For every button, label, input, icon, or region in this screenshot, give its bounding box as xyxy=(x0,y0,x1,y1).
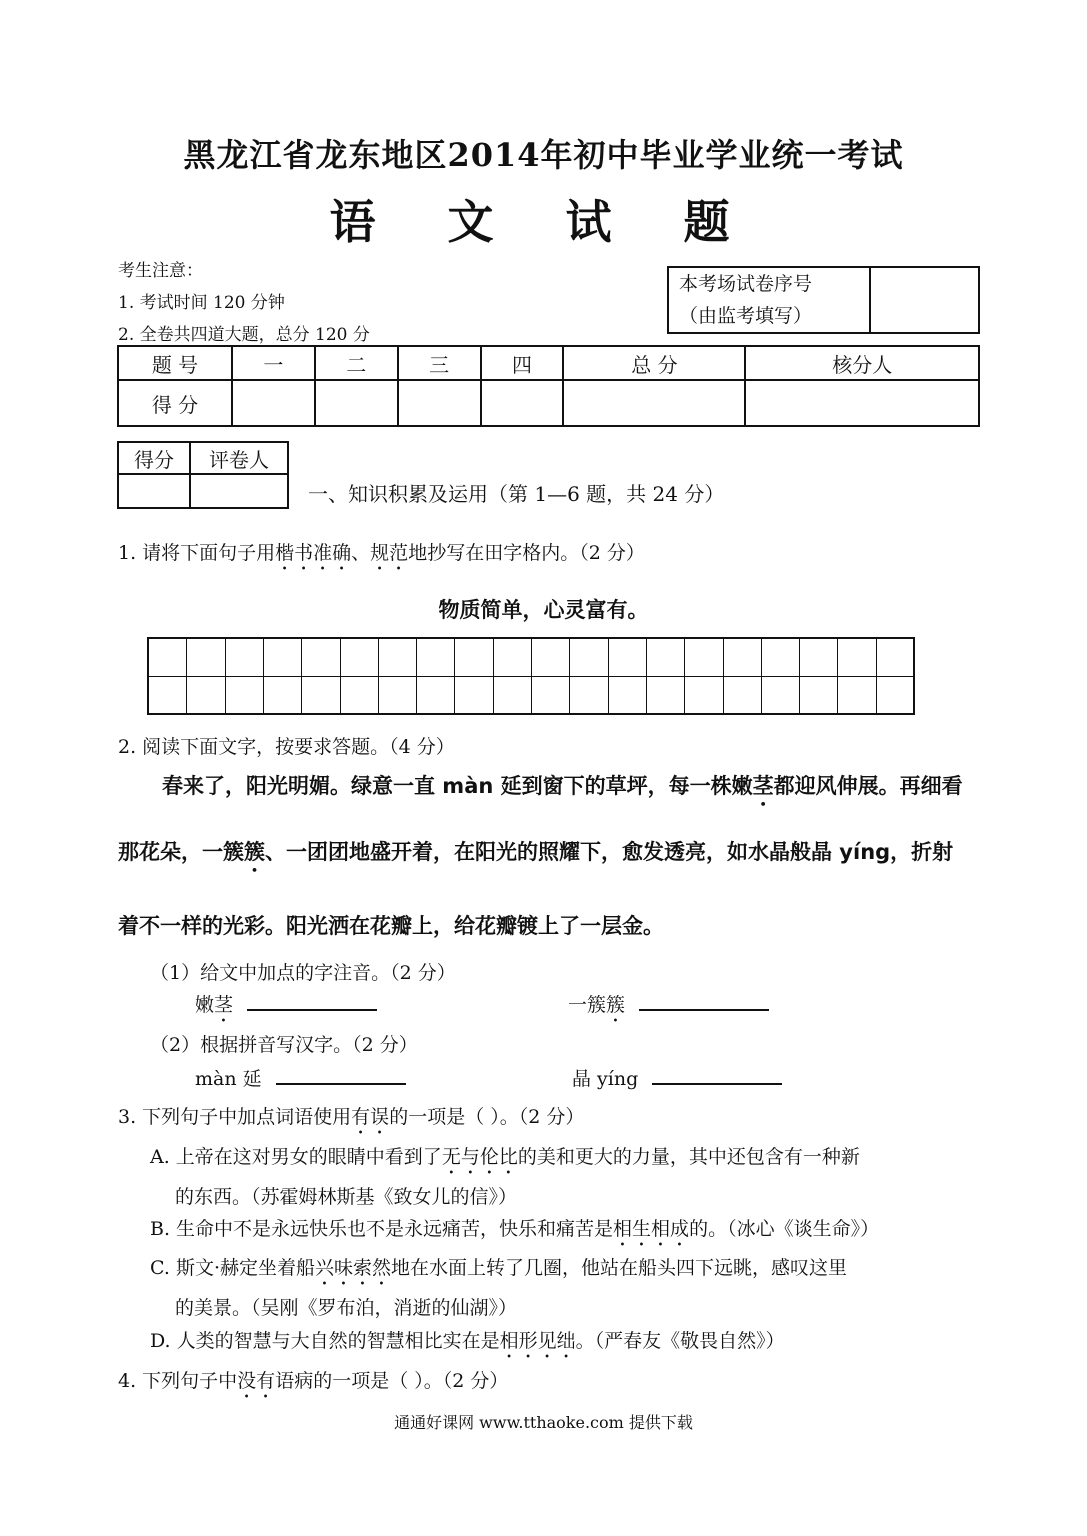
sequence-label-line-2: （由监考填写） xyxy=(679,305,813,327)
answer-blank-jing[interactable] xyxy=(247,991,377,1011)
q3-prompt-b: 的一项是（ ）。（2 分） xyxy=(389,1106,585,1128)
notice-line-2: 2. 全卷共四道大题，总分 120 分 xyxy=(118,325,370,345)
exam-subtitle: 语 文 试 题 xyxy=(329,195,758,249)
q2-sub-1-a-dot: 茎 xyxy=(214,994,234,1016)
sequence-label xyxy=(668,267,870,333)
passage-dot-cu: 簇 xyxy=(244,840,265,864)
question-3-prompt xyxy=(118,1102,584,1139)
q3-option-b-text-2: 的。（冰心《谈生命》） xyxy=(689,1218,880,1240)
q3-option-c-text-2: 地在水面上转了几圈，他站在船头四下远眺，感叹这里 xyxy=(391,1257,848,1279)
score-header-3: 三 xyxy=(398,346,481,380)
question-2-prompt: 2. 阅读下面文字，按要求答题。（4 分） xyxy=(118,736,455,758)
q1-sentence: 物质简单，心灵富有。 xyxy=(438,598,649,622)
grid-column-divider xyxy=(264,639,302,713)
section-1-heading: 一、知识积累及运用（第 1—6 题，共 24 分） xyxy=(308,482,725,506)
q3-option-c-cont: 的美景。（吴刚《罗布泊，消逝的仙湖》） xyxy=(175,1297,518,1319)
footer-credit: 通通好课网 www.tthaoke.com 提供下载 xyxy=(394,1413,693,1432)
score-header-2: 二 xyxy=(315,346,398,380)
q2-sub-2: （2）根据拼音写汉字。（2 分） xyxy=(150,1034,418,1056)
sequence-label-line-1: 本考场试卷序号 xyxy=(679,273,813,295)
grid-column-divider xyxy=(570,639,608,713)
grader-box xyxy=(117,441,289,509)
answer-blank-ying[interactable] xyxy=(652,1065,782,1085)
question-4-prompt xyxy=(118,1366,508,1403)
grader-name-cell[interactable] xyxy=(190,474,288,508)
grid-column-divider xyxy=(455,639,493,713)
q4-prompt-b: 语病的一项是（ ）。（2 分） xyxy=(275,1370,509,1392)
score-table xyxy=(117,345,980,427)
q3-option-c-text-1: C. 斯文·赫定坐着船 xyxy=(150,1257,315,1279)
q3-option-d-text-1: D. 人类的智慧与大自然的智慧相比实在是 xyxy=(150,1330,500,1352)
q2-sub-1-a-pre: 嫩 xyxy=(195,994,215,1016)
notice-line-1: 1. 考试时间 120 分钟 xyxy=(118,293,285,313)
passage-line-2-b: 、一团团地盛开着，在阳光的照耀下，愈发透亮，如水晶般晶 yíng，折射 xyxy=(265,840,954,864)
q3-option-d-text-2: 。（严春友《敬畏自然》） xyxy=(575,1330,785,1352)
grid-column-divider xyxy=(762,639,800,713)
q3-option-a-text-2: 的美和更大的力量，其中还包含有一种新 xyxy=(517,1146,860,1168)
passage-line-2 xyxy=(118,836,978,877)
grid-column-divider xyxy=(494,639,532,713)
grader-name-header: 评卷人 xyxy=(190,442,288,474)
passage-line-1-a: 春来了，阳光明媚。绿意一直 màn 延到窗下的草坪，每一株嫩 xyxy=(162,774,753,798)
score-cell-total[interactable] xyxy=(563,380,745,426)
q3-prompt-dot: 有误 xyxy=(351,1106,390,1128)
grid-column-divider xyxy=(609,639,647,713)
passage-line-3: 着不一样的光彩。阳光洒在花瓣上，给花瓣镀上了一层金。 xyxy=(118,914,664,938)
score-header-number: 题 号 xyxy=(118,346,232,380)
score-row-label: 得 分 xyxy=(118,380,232,426)
answer-blank-cu[interactable] xyxy=(639,991,769,1011)
score-cell-checker[interactable] xyxy=(745,380,979,426)
grid-column-divider xyxy=(532,639,570,713)
question-1 xyxy=(118,538,645,575)
grid-column-divider xyxy=(341,639,379,713)
tianzige-grid[interactable] xyxy=(147,637,915,715)
q1-dotted-text: 楷书准确、规范 xyxy=(275,542,409,564)
grader-score-cell[interactable] xyxy=(118,474,190,508)
grid-column-divider xyxy=(800,639,838,713)
q3-option-d xyxy=(150,1326,785,1363)
exam-sequence-box xyxy=(667,266,980,334)
notice-heading: 考生注意： xyxy=(118,261,203,281)
grid-column-divider xyxy=(187,639,225,713)
q2-sub-2-a xyxy=(195,1064,406,1091)
sequence-number-field[interactable] xyxy=(870,267,979,333)
q3-option-b xyxy=(150,1214,879,1251)
score-header-4: 四 xyxy=(481,346,564,380)
q3-option-a-cont: 的东西。（苏霍姆林斯基《致女儿的信》） xyxy=(175,1186,518,1208)
q3-option-a xyxy=(150,1142,860,1179)
q1-text-b: 地抄写在田字格内。（2 分） xyxy=(408,542,645,564)
grid-column-divider xyxy=(647,639,685,713)
answer-blank-man[interactable] xyxy=(276,1065,406,1085)
score-cell-2[interactable] xyxy=(315,380,398,426)
q4-prompt-a: 4. 下列句子中 xyxy=(118,1370,238,1392)
grid-column-divider xyxy=(417,639,455,713)
q2-sub-1: （1）给文中加点的字注音。（2 分） xyxy=(150,962,456,984)
grid-column-divider xyxy=(379,639,417,713)
q3-option-d-dot: 相形见绌 xyxy=(499,1330,576,1352)
grid-column-divider xyxy=(685,639,723,713)
q2-sub-2-b xyxy=(572,1064,782,1091)
passage-line-2-a: 那花朵，一簇 xyxy=(118,840,244,864)
grid-column-divider xyxy=(724,639,762,713)
q3-option-a-dot: 无与伦比 xyxy=(441,1146,518,1168)
passage-line-1 xyxy=(162,770,982,811)
score-header-1: 一 xyxy=(232,346,315,380)
q3-option-b-text-1: B. 生命中不是永远快乐也不是永远痛苦，快乐和痛苦是 xyxy=(150,1218,614,1240)
q2-sub-1-b-pre: 一簇 xyxy=(568,994,607,1016)
q3-prompt-a: 3. 下列句子中加点词语使用 xyxy=(118,1106,352,1128)
grid-column-divider xyxy=(302,639,340,713)
score-header-checker: 核分人 xyxy=(745,346,979,380)
grid-column-divider xyxy=(226,639,264,713)
grid-column-divider xyxy=(149,639,187,713)
exam-title: 黑龙江省龙东地区2014年初中毕业学业统一考试 xyxy=(183,136,904,174)
passage-line-1-b: 都迎风伸展。再细看 xyxy=(773,774,963,798)
q3-option-b-dot: 相生相成 xyxy=(613,1218,690,1240)
q3-option-c-dot: 兴味索然 xyxy=(314,1257,391,1279)
score-cell-1[interactable] xyxy=(232,380,315,426)
grid-column-divider xyxy=(838,639,876,713)
q2-sub-1-a xyxy=(195,990,377,1027)
q1-text-a: 1. 请将下面句子用 xyxy=(118,542,276,564)
score-header-total: 总 分 xyxy=(563,346,745,380)
passage-dot-jing: 茎 xyxy=(752,774,774,798)
q2-sub-2-a-label: màn 延 xyxy=(195,1068,262,1090)
q3-option-c xyxy=(150,1253,847,1290)
q2-sub-1-b xyxy=(568,990,769,1027)
q4-prompt-dot: 没有 xyxy=(237,1370,276,1392)
q2-sub-2-b-label: 晶 yíng xyxy=(572,1068,639,1090)
q3-option-a-text-1: A. 上帝在这对男女的眼睛中看到了 xyxy=(150,1146,442,1168)
score-cell-4[interactable] xyxy=(481,380,564,426)
grader-score-header: 得分 xyxy=(118,442,190,474)
q2-sub-1-b-dot: 簇 xyxy=(606,994,626,1016)
score-cell-3[interactable] xyxy=(398,380,481,426)
